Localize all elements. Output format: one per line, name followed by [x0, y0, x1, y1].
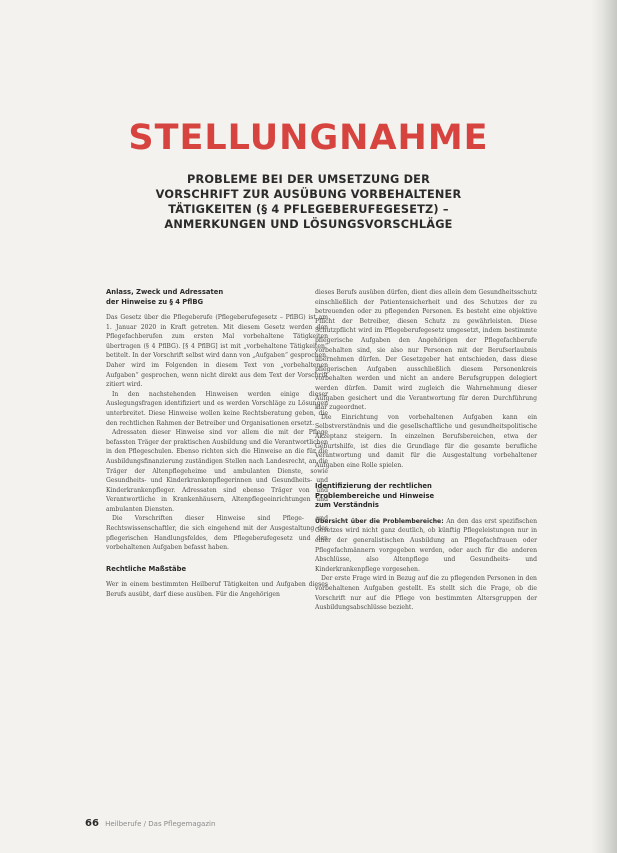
paragraph: Adressaten dieser Hinweise sind vor allem die mit der Pflege befassten Träger der praktischen Ausbildung und die Verantwortlichen in den Pflegeschulen. Ebenso richten sich die Hinweise an die für die Ausbildungsfinanzierung zuständigen Stellen nach Landesrecht, an die Träger der Altenpflegeheime und ambulanten Dienste, sowie Gesundheits- und Kinderkrankenpflegerinnen und Gesundheits- und Kinderkrankenpfleger. Adressaten sind ebenso Träger von und Verantwortliche in Krankenhäusern, Altenpflegeeinrichtungen und ambulanten Diensten.	[106, 429, 328, 513]
section-heading-identifizierung	[315, 482, 537, 511]
paragraph: Wer in einem bestimmten Heilberuf Tätigkeiten und Aufgaben dieses Berufs ausübt, darf diese ausüben. Für die Angehörigen	[106, 581, 328, 598]
section-heading-anlass	[106, 288, 328, 307]
heading-line: zum Verständnis	[315, 501, 379, 510]
paragraph-lead: Übersicht über die Problembereiche:	[315, 517, 444, 525]
publication-name: Heilberufe / Das Pflegemagazin	[105, 820, 216, 828]
subtitle-line: TÄTIGKEITEN (§ 4 PFLEGEBERUFEGESETZ) –	[168, 203, 449, 216]
subtitle-line: VORSCHRIFT ZUR AUSÜBUNG VORBEHALTENER	[155, 188, 462, 201]
subtitle-line: ANMERKUNGEN UND LÖSUNGSVORSCHLÄGE	[164, 218, 453, 231]
page-number: 66	[85, 818, 99, 829]
heading-line: Anlass, Zweck und Adressaten	[106, 288, 224, 296]
page-footer	[85, 818, 215, 829]
heading-line: Problembereiche und Hinweise	[315, 491, 435, 500]
paragraph: Das Gesetz über die Pflegeberufe (Pflegeberufegesetz – PflBG) ist am 1. Januar 2020 in Kraft getreten. Mit diesem Gesetz werden den Pflegefachberufen zum ersten Mal vorbehaltene Tätigkeiten übertragen (§ 4 PflBG). [§ 4 PflBG] ist mit „vorbehaltene Tätigkeiten“ betitelt. In der Vorschrift selbst wird dann von „Aufgaben“ gesprochen. Daher wird im Folgenden in diesem Text von „vorbehaltenen Aufgaben“ gesprochen, wenn nicht direkt aus dem Text der Vorschrift zitiert wird.	[106, 314, 328, 389]
paragraph-body: An den das erst spezifischen Gesetzes wird nicht ganz deutlich, ob künftig Pflegeleistungen nur in einer der generalistischen Ausbildung an Pflegefachfrauen oder Pflegefachmännern vorgegeben werden, oder auch für die anderen Abschlüsse, also Altenpflege und Gesundheits- und Kinderkrankenpflege vorgesehen.	[315, 517, 538, 573]
section-heading-rechtliche-massstaebe: Rechtliche Maßstäbe	[106, 564, 187, 573]
page-title: STELLUNGNAHME	[128, 118, 489, 158]
paragraph: dieses Berufs ausüben dürfen, dient dies allein dem Gesundheitsschutz einschließlich der Patientensicherheit und des Schutzes der zu betreuenden oder zu pflegenden Personen. Es besteht eine objektive Pflicht der Betreiber, diesen Schutz zu gewährleisten. Diese Schutzpflicht wird im Pflegeberufegesetz umgesetzt, indem bestimmte pflegerische Aufgaben den Angehörigen der Pflegefachberufe vorbehalten sind, sie also nur Personen mit der Berufserlaubnis übernehmen dürfen. Der Gesetzgeber hat entschieden, dass diese pflegerischen Aufgaben ausschließlich diesem Personenkreis vorbehalten werden und nicht an andere Berufsgruppen delegiert werden dürfen. Damit wird zugleich die Wahrnehmung dieser Aufgaben gesichert und die Verantwortung für deren Durchführung klar zugeordnet.	[315, 289, 537, 412]
heading-line: Identifizierung der rechtlichen	[315, 482, 432, 491]
paragraph: Der erste Frage wird in Bezug auf die zu pflegenden Personen in den vorbehaltenen Aufgaben gestellt. Es stellt sich die Frage, ob die Vorschrift nur auf die Pflege von bestimmten Altersgruppen der Ausbildungsabschlüsse bezieht.	[315, 575, 537, 612]
heading-line: der Hinweise zu § 4 PflBG	[106, 297, 204, 306]
paragraph: Die Vorschriften dieser Hinweise sind Pflege- und Rechtswissenschaftler, die sich eingehend mit der Ausgestaltung des pflegerischen Handlungsfeldes, dem Pflegeberufegesetz und den vorbehaltenen Aufgaben befasst haben.	[106, 515, 328, 552]
left-column	[106, 288, 328, 600]
right-column	[315, 288, 537, 613]
paragraph	[315, 517, 537, 575]
paragraph: In den nachstehenden Hinweisen werden einige dieser Auslegungsfragen identifiziert und es werden Vorschläge zu Lösungen unterbreitet. Diese Hinweise wollen keine Rechtsberatung geben, die den rechtlichen Rahmen der Betreiber und Organisationen ersetzt.	[106, 390, 328, 427]
subtitle-line: PROBLEME BEI DER UMSETZUNG DER	[187, 173, 430, 186]
paragraph: Die Einrichtung von vorbehaltenen Aufgaben kann ein Selbstverständnis und die gesellschaftliche und gesundheitspolitische Akzeptanz steigern. In einzelnen Berufsbereichen, etwa der Geburtshilfe, ist dies die Grundlage für die gesamte berufliche Verantwortung und damit für die Ausgestaltung vorbehaltener Aufgaben eine Rolle spielen.	[315, 413, 537, 469]
page-subtitle	[80, 172, 537, 232]
